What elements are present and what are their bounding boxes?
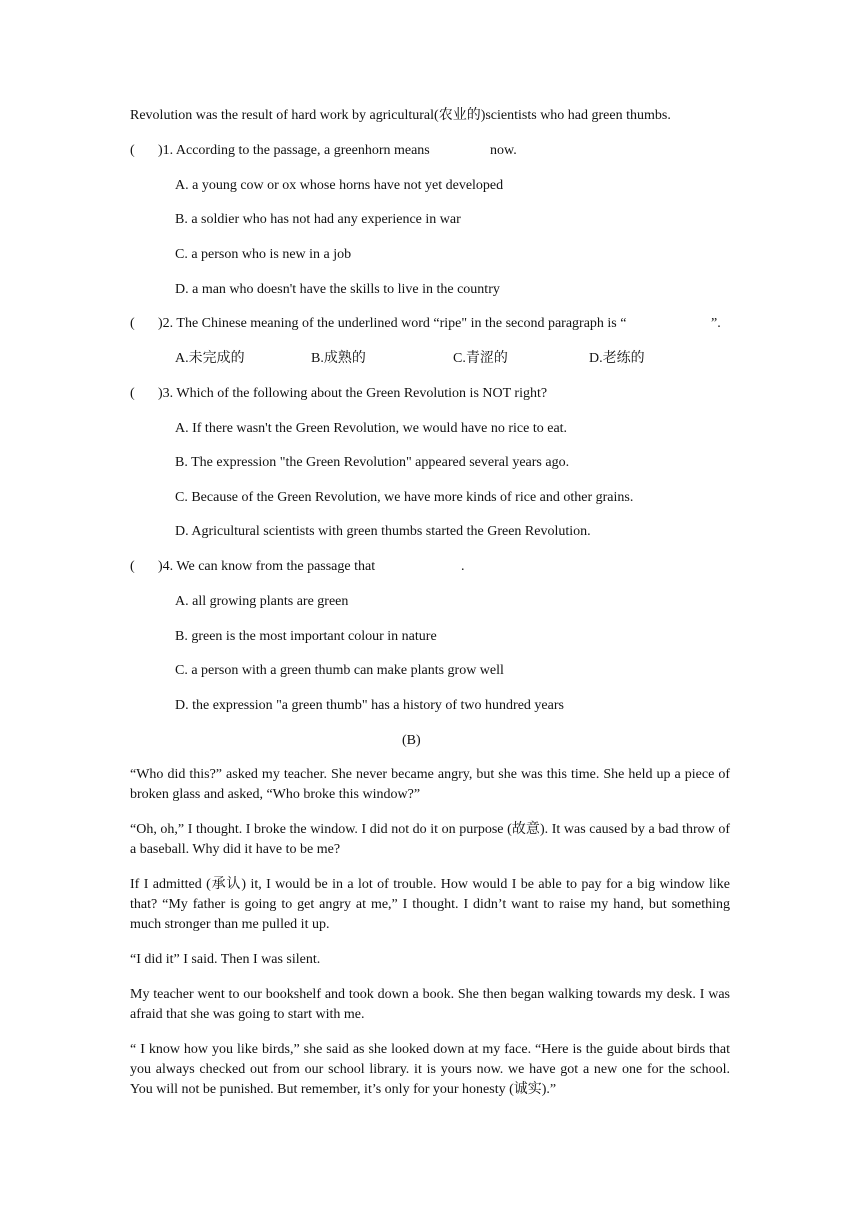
option-b: B. a soldier who has not had any experience in war xyxy=(175,212,461,227)
question-stem: )4. We can know from the passage that xyxy=(158,559,376,574)
answer-paren: ( xyxy=(130,316,135,331)
option-c: C. a person with a green thumb can make plants grow well xyxy=(175,663,504,678)
option-c: C. Because of the Green Revolution, we have more kinds of rice and other grains. xyxy=(175,490,634,505)
answer-paren: ( xyxy=(130,559,135,574)
question-stem: )2. The Chinese meaning of the underlined word “ripe" in the second paragraph is “ xyxy=(158,316,627,331)
option-a: A. a young cow or ox whose horns have not yet developed xyxy=(175,178,504,193)
option-d: D.老练的 xyxy=(589,351,645,366)
option-b: B.成熟的 xyxy=(311,351,366,366)
option-b: B. green is the most important colour in nature xyxy=(175,629,437,644)
answer-paren: ( xyxy=(130,143,135,158)
option-c: C. a person who is new in a job xyxy=(175,247,352,262)
option-b: B. The expression "the Green Revolution" appeared several years ago. xyxy=(175,455,570,470)
option-c: C.青涩的 xyxy=(453,351,508,366)
question-stem-end: . xyxy=(461,559,465,574)
option-a: A. If there wasn't the Green Revolution, we would have no rice to eat. xyxy=(175,421,568,436)
option-a: A. all growing plants are green xyxy=(175,594,349,609)
passage-paragraph: “Oh, oh,” I thought. I broke the window. I did not do it on purpose (故意). It was caused by a bad throw of a baseball. Why did it have to be me? xyxy=(130,822,730,857)
option-a: A.未完成的 xyxy=(175,351,245,366)
passage-paragraph: “Who did this?” asked my teacher. She never became angry, but she was this time. She held up a piece of broken glass and asked, “Who broke this window?” xyxy=(130,767,730,802)
answer-paren: ( xyxy=(130,386,135,401)
passage-paragraph: “ I know how you like birds,” she said as she looked down at my face. “Here is the guide about birds that you always checked out from our school library. it is yours now. we have got a new one for the school. You will not be punished. But remember, it’s only for your honesty (诚实).” xyxy=(130,1042,730,1097)
passage-paragraph: If I admitted (承认) it, I would be in a lot of trouble. How would I be able to pay for a big window like that? “My father is going to get angry at me,” I thought. I didn’t want to raise my hand, but something much stronger than me pulled it up. xyxy=(130,877,730,932)
option-d: D. a man who doesn't have the skills to live in the country xyxy=(175,282,500,297)
option-d: D. the expression "a green thumb" has a history of two hundred years xyxy=(175,698,564,713)
question-stem-end: ”. xyxy=(711,316,721,331)
passage-paragraph: My teacher went to our bookshelf and took down a book. She then began walking towards my desk. I was afraid that she was going to start with me. xyxy=(130,987,730,1022)
question-stem: )3. Which of the following about the Green Revolution is NOT right? xyxy=(158,386,548,401)
question-stem: )1. According to the passage, a greenhorn means xyxy=(158,143,430,158)
question-stem-end: now. xyxy=(490,143,517,158)
passage-paragraph: “I did it” I said. Then I was silent. xyxy=(130,952,321,967)
section-heading: (B) xyxy=(402,733,421,748)
passage-a-tail: Revolution was the result of hard work by agricultural(农业的)scientists who had green thumbs. xyxy=(130,108,671,123)
option-d: D. Agricultural scientists with green thumbs started the Green Revolution. xyxy=(175,524,591,539)
